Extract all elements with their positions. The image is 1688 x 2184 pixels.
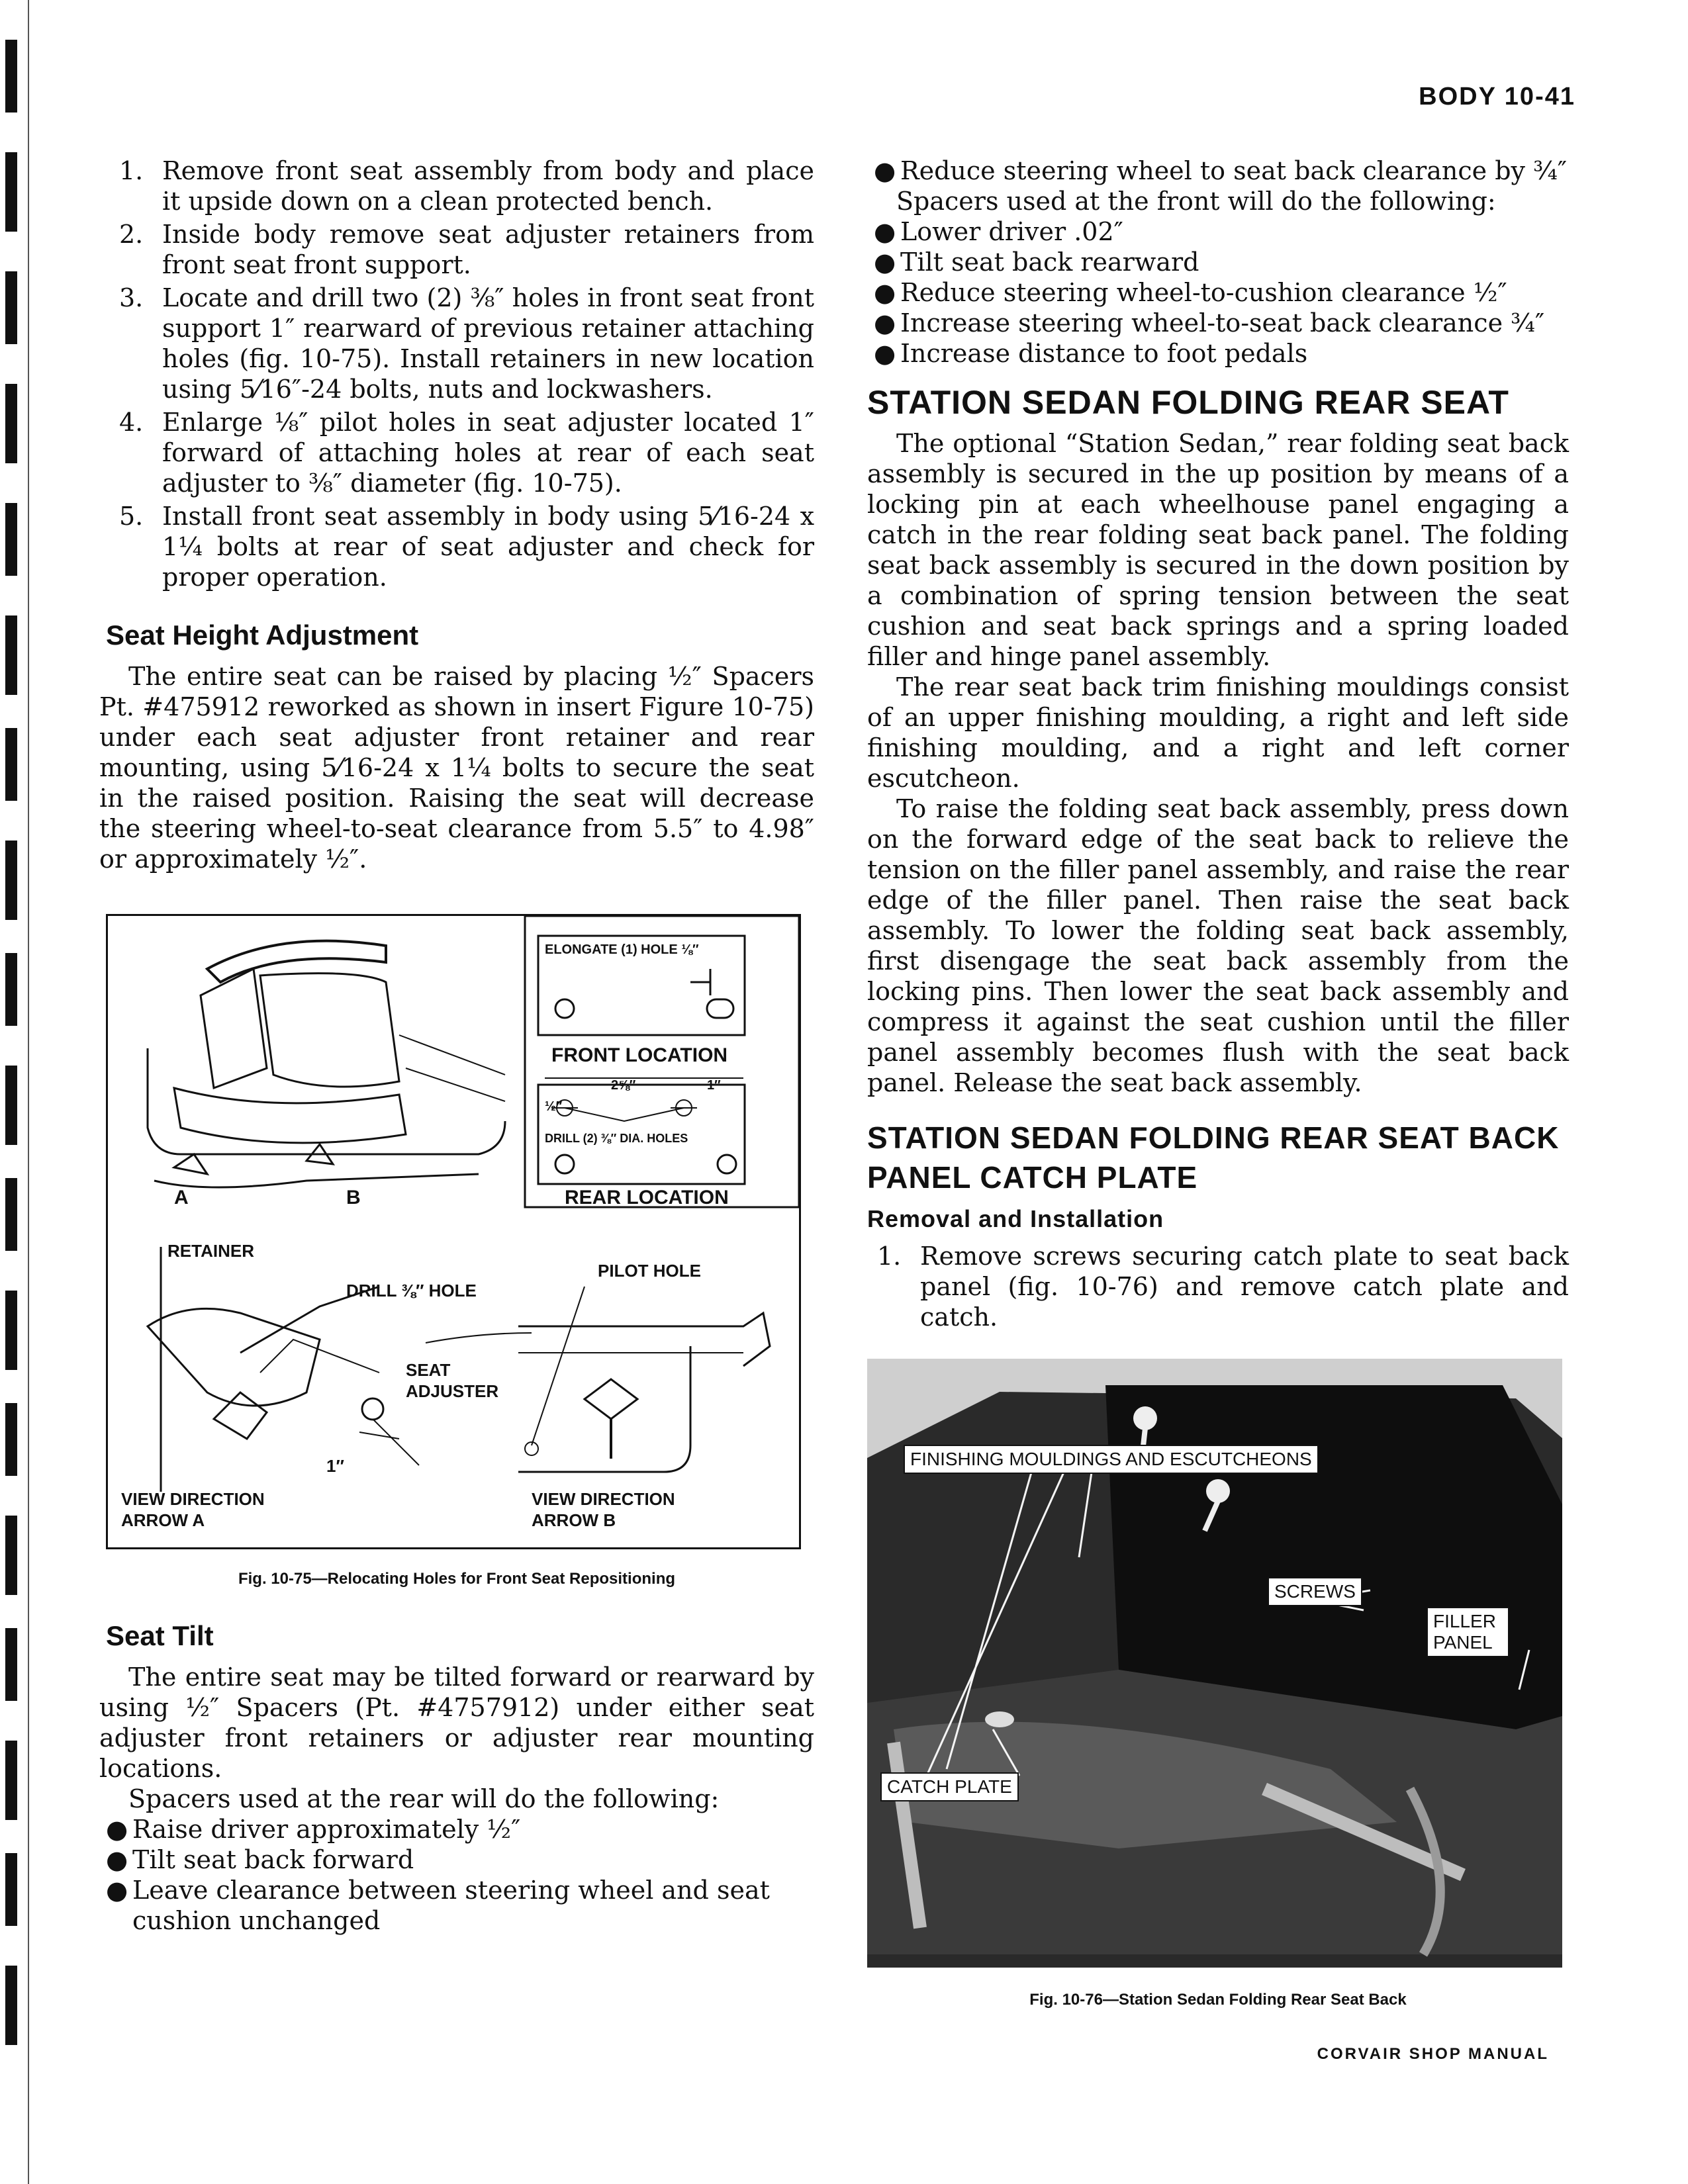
view-direction-a-label: VIEW DIRECTION ARROW A: [121, 1489, 265, 1530]
list-item-text: Reduce steering wheel to seat back clearance by ¾″: [900, 156, 1568, 185]
top-bullet-list: [867, 156, 1569, 186]
seat-height-paragraph: The entire seat can be raised by placing ½″ Spacers Pt. #475912 reworked as shown in insert Figure 10-75) under each seat adjuster front retainer and rear mounting, using 5⁄16-24 x 1¼ bolts to secure the seat in the raised position. Raising the seat will decrease the steering wheel-to-seat clearance from 5.5″ to 4.98″ or approximately ½″.: [99, 662, 814, 874]
step-item: [99, 156, 814, 216]
list-item: ● Tilt seat back rearward: [874, 248, 1199, 277]
body-paragraph: To raise the folding seat back assembly, press down on the forward edge of the seat back to relieve the tension on the filler panel assembly, and raise the rear edge of the filler panel. Then raise the seat back assembly. To lower the folding seat back assembly, first disengage the seat back assembly from the locking pins. Then lower the seat back assembly and compress it against the seat cushion until the filler panel assembly becomes flush with the seat back panel. Release the seat back assembly.: [867, 794, 1569, 1097]
step-item: [99, 283, 814, 404]
view-direction-b-label: VIEW DIRECTION ARROW B: [532, 1489, 675, 1530]
procedure-steps: [99, 156, 814, 592]
dimension-label: 1″: [707, 1078, 721, 1093]
list-item-text: Increase steering wheel-to-seat back clearance ¾″: [900, 308, 1545, 338]
step-text: Remove screws securing catch plate to seat back panel (fig. 10-76) and remove catch plate and catch.: [920, 1242, 1569, 1332]
figure-10-76-photo: [867, 1359, 1562, 1968]
step-text: Locate and drill two (2) ⅜″ holes in front seat front support 1″ rearward of previous retainer attaching holes (fig. 10-75). Install retainers in new location using 5⁄16″-24 bolts, nuts and lockwashers.: [162, 283, 814, 404]
rear-location-label: REAR LOCATION: [565, 1187, 729, 1208]
filler-panel-label: FILLER PANEL: [1427, 1607, 1509, 1657]
removal-heading: Removal and Installation: [867, 1205, 1164, 1232]
figure-10-75-caption: Fig. 10-75—Relocating Holes for Front Seat Repositioning: [238, 1570, 676, 1588]
list-item-text: Tilt seat back forward: [132, 1845, 414, 1874]
seat-tilt-heading: Seat Tilt: [106, 1620, 214, 1651]
screws-label: SCREWS: [1268, 1577, 1362, 1606]
list-item: ● Reduce steering wheel to seat back clearance by ¾″: [874, 156, 1568, 185]
front-location-label: FRONT LOCATION: [551, 1044, 728, 1066]
front-spacers-list: [867, 216, 1569, 369]
list-item: ● Increase distance to foot pedals: [874, 339, 1308, 368]
seat-height-heading: Seat Height Adjustment: [106, 619, 419, 651]
drill-holes-label: DRILL (2) ⅜″ DIA. HOLES: [545, 1132, 688, 1145]
left-column: [99, 156, 814, 1936]
list-item-text: Leave clearance between steering wheel and seat cushion unchanged: [132, 1876, 770, 1935]
step-number: 5.: [119, 502, 144, 531]
pilot-hole-label: PILOT HOLE: [598, 1261, 701, 1281]
seat-adjuster-label: SEAT ADJUSTER: [406, 1360, 499, 1401]
figure-10-75: [106, 914, 801, 1549]
rear-spacers-list: [99, 1814, 814, 1936]
dimension-label: 2⅝″: [611, 1078, 636, 1093]
view-a-marker: A: [174, 1187, 189, 1208]
section-heading: STATION SEDAN FOLDING REAR SEAT BACK PANEL CATCH PLATE: [867, 1120, 1560, 1195]
step-number: 3.: [119, 283, 144, 312]
seat-diagram: [108, 916, 799, 1547]
list-item: ● Reduce steering wheel-to-cushion clearance ½″: [874, 278, 1507, 307]
step-text: Inside body remove seat adjuster retainers from front seat front support.: [162, 220, 814, 279]
list-item: ● Tilt seat back forward: [106, 1845, 414, 1874]
list-item: ● Lower driver .02″: [874, 217, 1123, 246]
front-spacers-intro: Spacers used at the front will do the following:: [896, 187, 1496, 216]
elongate-label: ELONGATE (1) HOLE ⅛″: [545, 942, 699, 957]
list-item: ● Leave clearance between steering wheel and seat cushion unchanged: [106, 1876, 770, 1935]
section-heading: STATION SEDAN FOLDING REAR SEAT: [867, 384, 1509, 421]
list-item-text: Lower driver .02″: [900, 217, 1123, 246]
catch-plate-label: CATCH PLATE: [880, 1772, 1019, 1801]
page-header: BODY 10-41: [1419, 83, 1575, 111]
right-column: [867, 156, 1569, 2015]
list-item-text: Raise driver approximately ½″: [132, 1815, 521, 1844]
list-item-text: Reduce steering wheel-to-cushion clearance ½″: [900, 278, 1507, 307]
step-number: 2.: [119, 220, 144, 249]
list-item-text: Tilt seat back rearward: [900, 248, 1199, 277]
step-item: [867, 1241, 1569, 1332]
step-item: [99, 501, 814, 592]
step-text: Remove front seat assembly from body and place it upside down on a clean protected bench.: [162, 156, 814, 216]
rear-spacers-intro: Spacers used at the rear will do the following:: [128, 1784, 720, 1813]
dimension-label: ½″: [545, 1099, 563, 1114]
figure-10-76-caption: Fig. 10-76—Station Sedan Folding Rear Seat Back: [1029, 1991, 1407, 2009]
list-item-text: Increase distance to foot pedals: [900, 339, 1308, 368]
finishing-mouldings-label: FINISHING MOULDINGS AND ESCUTCHEONS: [904, 1445, 1319, 1474]
view-b-marker: B: [346, 1187, 361, 1208]
list-item: ● Raise driver approximately ½″: [106, 1815, 521, 1844]
removal-steps: [867, 1241, 1569, 1332]
seat-tilt-paragraph: The entire seat may be tilted forward or rearward by using ½″ Spacers (Pt. #4757912) under either seat adjuster front retainers or adjuster rear mounting locations.: [99, 1662, 814, 1783]
retainer-label: RETAINER: [167, 1241, 254, 1261]
dimension-label: 1″: [326, 1456, 344, 1476]
step-number: 1.: [877, 1242, 902, 1271]
page-binding-edge: [0, 0, 40, 2184]
body-paragraph: The rear seat back trim finishing mouldings consist of an upper finishing moulding, a right and left side finishing moulding, and a right and left corner escutcheon.: [867, 672, 1569, 793]
step-number: 1.: [119, 156, 144, 185]
step-item: [99, 407, 814, 498]
step-text: Install front seat assembly in body using 5⁄16-24 x 1¼ bolts at rear of seat adjuster and check for proper operation.: [162, 502, 814, 592]
drill-hole-label: DRILL ⅜″ HOLE: [346, 1281, 477, 1300]
step-text: Enlarge ⅛″ pilot holes in seat adjuster located 1″ forward of attaching holes at rear of each seat adjuster to ⅜″ diameter (fig. 10-75).: [162, 408, 814, 498]
page-footer: CORVAIR SHOP MANUAL: [1317, 2045, 1549, 2063]
step-number: 4.: [119, 408, 144, 437]
body-paragraph: The optional “Station Sedan,” rear folding seat back assembly is secured in the up position by means of a locking pin at each wheelhouse panel engaging a catch in the rear folding seat back panel. The folding seat back assembly is secured in the down position by a combination of spring tension between the seat cushion and seat back springs and a spring loaded filler and hinge panel assembly.: [867, 429, 1569, 671]
step-item: [99, 219, 814, 280]
list-item: ● Increase steering wheel-to-seat back clearance ¾″: [874, 308, 1545, 338]
